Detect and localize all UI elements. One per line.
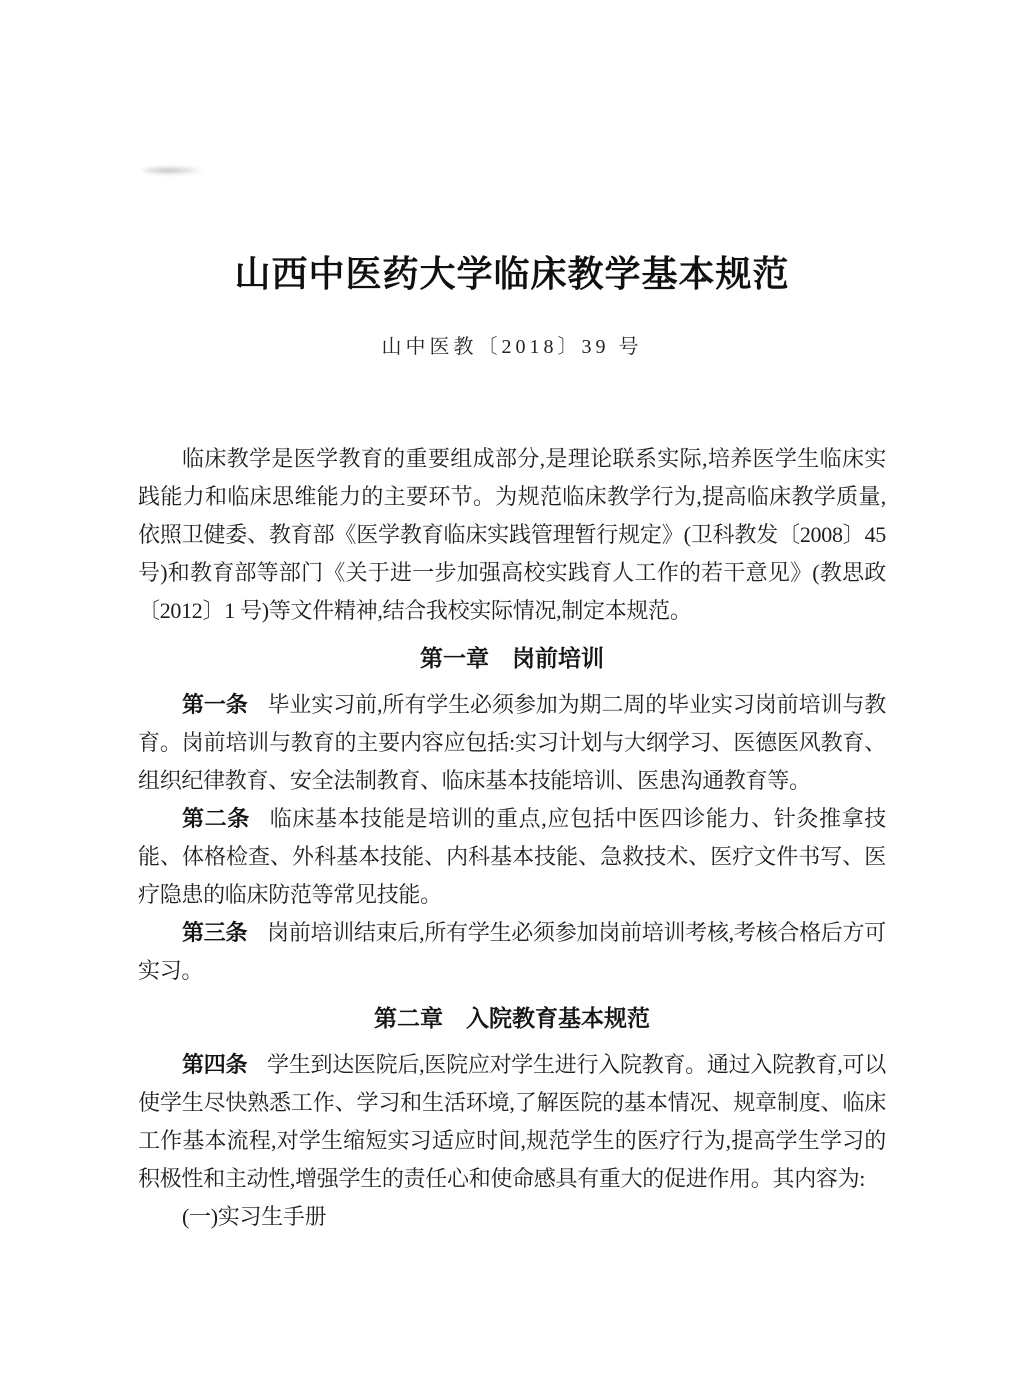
article-1-text: 毕业实习前,所有学生必须参加为期二周的毕业实习岗前培训与教育。岗前培训与教育的主要内容应包括:实习计划与大纲学习、医德医风教育、组织纪律教育、安全法制教育、临床基本技能培训、医患沟通教育等。: [138, 692, 886, 793]
article-4-subitem-1: (一)实习生手册: [182, 1204, 327, 1229]
document-title: 山西中医药大学临床教学基本规范: [234, 254, 790, 294]
article-3-paragraph: [138, 914, 886, 990]
document-content: [138, 0, 886, 1236]
chapter-1-heading: 第一章 岗前培训: [420, 645, 604, 671]
scan-smudge-artifact: [142, 166, 202, 175]
article-2-paragraph: [138, 800, 886, 914]
article-3-text: 岗前培训结束后,所有学生必须参加岗前培训考核,考核合格后方可实习。: [138, 920, 886, 983]
document-number: 山中医教〔2018〕39 号: [381, 336, 643, 358]
chapter-2-heading: 第二章 入院教育基本规范: [374, 1005, 650, 1031]
article-4-paragraph: [138, 1046, 886, 1198]
article-4-text: 学生到达医院后,医院应对学生进行入院教育。通过入院教育,可以使学生尽快熟悉工作、学习和生活环境,了解医院的基本情况、规章制度、临床工作基本流程,对学生缩短实习适应时间,规范学生的医疗行为,提高学生学习的积极性和主动性,增强学生的责任心和使命感具有重大的促进作用。其内容为:: [138, 1052, 886, 1191]
article-1-paragraph: [138, 686, 886, 800]
article-4-label: 第四条: [182, 1052, 248, 1077]
article-1-label: 第一条: [182, 692, 248, 717]
article-2-text: 临床基本技能是培训的重点,应包括中医四诊能力、针灸推拿技能、体格检查、外科基本技能、内科基本技能、急救技术、医疗文件书写、医疗隐患的临床防范等常见技能。: [138, 806, 886, 907]
preamble-paragraph: 临床教学是医学教育的重要组成部分,是理论联系实际,培养医学生临床实践能力和临床思维能力的主要环节。为规范临床教学行为,提高临床教学质量,依照卫健委、教育部《医学教育临床实践管理暂行规定》(卫科教发〔2008〕45 号)和教育部等部门《关于进一步加强高校实践育人工作的若干意见》(教思政〔2012〕1 号)等文件精神,结合我校实际情况,制定本规范。: [138, 446, 886, 623]
article-2-label: 第二条: [182, 806, 250, 831]
article-3-label: 第三条: [182, 920, 248, 945]
